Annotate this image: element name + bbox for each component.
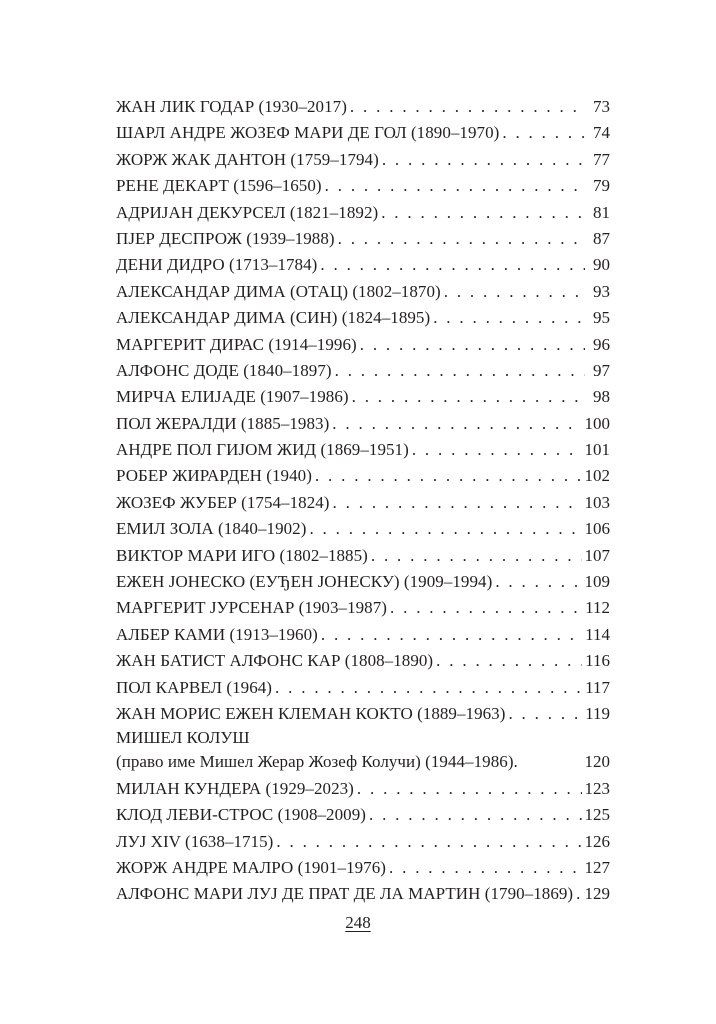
toc-entry [116, 516, 610, 542]
table-of-contents [116, 94, 610, 908]
toc-entry-two-line [116, 727, 610, 775]
dot-leader [332, 411, 581, 437]
toc-entry [116, 384, 610, 410]
toc-entry-label-continued: (право име Мишел Жерар Жозеф Колучи) (1944–1986). [116, 752, 518, 772]
toc-entry-page: 101 [584, 440, 610, 460]
toc-entry-label: ЖОРЖ АНДРЕ МАЛРО (1901–1976) [116, 857, 386, 877]
toc-entry-label: ЖОРЖ ЖАК ДАНТОН (1759–1794) [116, 149, 379, 169]
toc-entry-page: 95 [593, 308, 610, 328]
toc-entry-label: АНДРЕ ПОЛ ГИЈОМ ЖИД (1869–1951) [116, 440, 409, 460]
toc-entry [116, 226, 610, 252]
page-number: 248 [345, 913, 371, 932]
toc-entry [116, 252, 610, 278]
dot-leader [502, 120, 585, 146]
toc-entry-page: 97 [593, 360, 610, 380]
toc-entry-page: 103 [584, 492, 610, 512]
toc-entry-page: 127 [584, 857, 610, 877]
toc-entry-page: 98 [593, 387, 610, 407]
dot-leader [350, 94, 585, 120]
toc-entry [116, 411, 610, 437]
toc-entry-page: 107 [584, 545, 610, 565]
toc-entry-page: 126 [584, 831, 610, 851]
toc-entry-page: 79 [593, 176, 610, 196]
toc-entry-page: 123 [584, 778, 610, 798]
toc-entry [116, 332, 610, 358]
toc-entry-page: 90 [593, 255, 610, 275]
toc-entry [116, 173, 610, 199]
toc-entry [116, 120, 610, 146]
toc-entry-label: АЛБЕР КАМИ (1913–1960) [116, 624, 318, 644]
toc-entry-page: 129 [584, 884, 610, 904]
toc-entry-label: КЛОД ЛЕВИ-СТРОС (1908–2009) [116, 805, 366, 825]
toc-entry-page: 114 [585, 624, 610, 644]
toc-entry-label: ЖОЗЕФ ЖУБЕР (1754–1824) [116, 492, 330, 512]
toc-entry [116, 305, 610, 331]
dot-leader [275, 675, 582, 701]
toc-entry-label: АЛЕКСАНДАР ДИМА (СИН) (1824–1895) [116, 308, 431, 328]
toc-entry-page: 102 [584, 466, 610, 486]
toc-entry [116, 279, 610, 305]
toc-entry-page: 125 [584, 805, 610, 825]
toc-entry-label: МАРГЕРИТ ЈУРСЕНАР (1903–1987) [116, 598, 387, 618]
dot-leader [371, 543, 582, 569]
toc-entry [116, 358, 610, 384]
toc-entry-page: 106 [584, 519, 610, 539]
toc-entry-page: 73 [593, 96, 610, 116]
toc-entry-page: 77 [593, 149, 610, 169]
toc-entry-label: ДЕНИ ДИДРО (1713–1784) [116, 255, 318, 275]
toc-entry [116, 776, 610, 802]
toc-entry-label: ЕМИЛ ЗОЛА (1840–1902) [116, 519, 307, 539]
toc-entry-page: 87 [593, 228, 610, 248]
toc-entry-page: 96 [593, 334, 610, 354]
dot-leader [357, 776, 582, 802]
toc-entry-label: АЛФОНС МАРИ ЛУЈ ДЕ ПРАТ ДЕ ЛА МАРТИН (1790–1869) [116, 884, 574, 904]
toc-entry-page: 81 [593, 202, 610, 222]
toc-entry-page: 116 [585, 651, 610, 671]
dot-leader [369, 802, 582, 828]
toc-entry [116, 569, 610, 595]
toc-entry-page: 93 [593, 281, 610, 301]
toc-entry-label: ЖАН ЛИК ГОДАР (1930–2017) [116, 96, 347, 116]
dot-leader [335, 358, 585, 384]
dot-leader [495, 569, 581, 595]
toc-entry [116, 437, 610, 463]
dot-leader [433, 305, 585, 331]
toc-entry [116, 701, 610, 727]
dot-leader [309, 516, 581, 542]
toc-entry [116, 490, 610, 516]
toc-entry-label: ПОЛ ЖЕРАЛДИ (1885–1983) [116, 413, 330, 433]
toc-entry-page: 112 [585, 598, 610, 618]
dot-leader [412, 437, 582, 463]
toc-entry [116, 648, 610, 674]
toc-entry-label: МАРГЕРИТ ДИРАС (1914–1996) [116, 334, 357, 354]
dot-leader [390, 595, 582, 621]
toc-entry [116, 622, 610, 648]
dot-leader [320, 252, 585, 278]
toc-entry-label: АДРИЈАН ДЕКУРСЕЛ (1821–1892) [116, 202, 379, 222]
toc-entry-label: ПЈЕР ДЕСПРОЖ (1939–1988) [116, 228, 335, 248]
toc-entry [116, 200, 610, 226]
toc-entry [116, 543, 610, 569]
toc-entry-label: ЖАН МОРИС ЕЖЕН КЛЕМАН КОКТО (1889–1963) [116, 703, 506, 723]
dot-leader [576, 881, 581, 907]
toc-entry [116, 595, 610, 621]
dot-leader [444, 279, 585, 305]
toc-entry [116, 855, 610, 881]
dot-leader [508, 701, 582, 727]
toc-entry [116, 881, 610, 907]
toc-entry-label: ВИКТОР МАРИ ИГО (1802–1885) [116, 545, 368, 565]
dot-leader [338, 226, 585, 252]
dot-leader [333, 490, 582, 516]
toc-entry-page: 74 [593, 123, 610, 143]
toc-entry-page: 109 [584, 572, 610, 592]
toc-entry-label: ЛУЈ XIV (1638–1715) [116, 831, 274, 851]
toc-entry-label: ЕЖЕН ЈОНЕСКО (ЕУЂЕН ЈОНЕСКУ) (1909–1994) [116, 572, 493, 592]
toc-entry-label: АЛФОНС ДОДЕ (1840–1897) [116, 360, 332, 380]
dot-leader [321, 622, 582, 648]
dot-leader [382, 147, 585, 173]
dot-leader [276, 829, 581, 855]
toc-entry-page: 117 [585, 677, 610, 697]
toc-entry-page: 120 [584, 752, 610, 772]
toc-entry-label: МИРЧА ЕЛИЈАДЕ (1907–1986) [116, 387, 349, 407]
dot-leader [436, 648, 582, 674]
toc-entry [116, 675, 610, 701]
dot-leader [352, 384, 585, 410]
dot-leader [325, 173, 585, 199]
toc-entry-label: ШАРЛ АНДРЕ ЖОЗЕФ МАРИ ДЕ ГОЛ (1890–1970) [116, 123, 500, 143]
toc-entry [116, 147, 610, 173]
toc-entry [116, 463, 610, 489]
dot-leader [381, 200, 585, 226]
toc-entry-label: ЖАН БАТИСТ АЛФОНС КАР (1808–1890) [116, 651, 434, 671]
dot-leader [360, 332, 585, 358]
toc-entry [116, 802, 610, 828]
toc-entry-label: МИШЕЛ КОЛУШ [116, 728, 250, 748]
dot-leader [389, 855, 582, 881]
toc-entry-page: 100 [584, 413, 610, 433]
toc-entry [116, 94, 610, 120]
toc-entry-label: ПОЛ КАРВЕЛ (1964) [116, 677, 273, 697]
toc-entry-label: РОБЕР ЖИРАРДЕН (1940) [116, 466, 312, 486]
toc-entry-label: АЛЕКСАНДАР ДИМА (ОТАЦ) (1802–1870) [116, 281, 441, 301]
toc-entry-page: 119 [585, 703, 610, 723]
toc-entry-label: МИЛАН КУНДЕРА (1929–2023) [116, 778, 354, 798]
toc-entry [116, 829, 610, 855]
toc-entry-label: РЕНЕ ДЕКАРТ (1596–1650) [116, 176, 322, 196]
dot-leader [315, 463, 582, 489]
toc-entry-subline [116, 749, 610, 775]
